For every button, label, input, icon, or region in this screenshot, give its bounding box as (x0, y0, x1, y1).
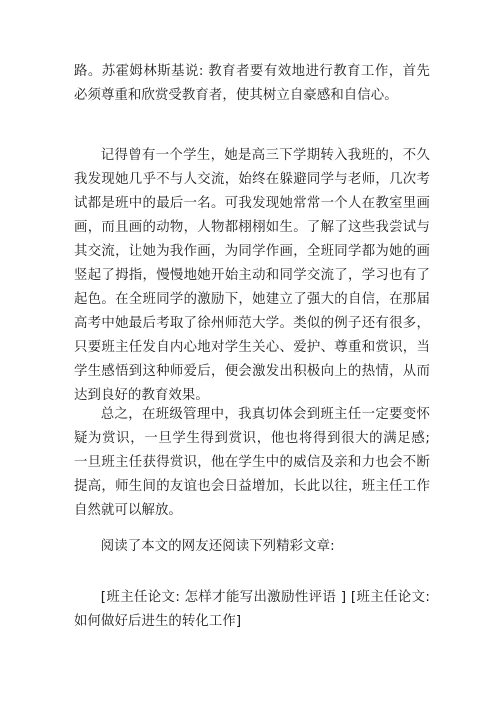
related-article-links[interactable]: [班主任论文: 怎样才能写出激励性评语 ] [班主任论文: 如何做好后进生的转化工作] (74, 590, 430, 629)
paragraph-summary: 总之，在班级管理中，我真切体会到班主任一定要变怀疑为赏识，一旦学生得到赏识，他也将得到很大的满足感; 一旦班主任获得赏识，他在学生中的威信及亲和力也会不断提高，师生间的友谊也会日益增加，长此以往，班主任工作自然就可以解放。 (74, 407, 430, 518)
paragraph-student-example: 记得曾有一个学生，她是高三下学期转入我班的，不久我发现她几乎不与人交流，始终在躲避同学与老师，几次考试都是班中的最后一名。可我发现她常常一个人在教室里画画，而且画的动物，人物都栩栩如生。了解了这些我尝试与其交流，让她为我作画，为同学作画，全班同学都为她的画竖起了拇指，慢慢地她开始主动和同学交流了，学习也有了起色。在全班同学的激励下，她建立了强大的自信，在那届高考中她最后考取了徐州师范大学。类似的例子还有很多，只要班主任发自内心地对学生关心、爱护、尊重和赏识，当学生感悟到这种师爱后，便会激发出积极向上的热情，从而达到良好的教育效果。 (74, 148, 430, 403)
related-articles-heading: 阅读了本文的网友还阅读下列精彩文章: (100, 539, 335, 554)
paragraph-conclusion-fragment: 路。苏霍姆林斯基说: 教育者要有效地进行教育工作，首先必须尊重和欣赏受教育者，使其树立自豪感和自信心。 (74, 64, 430, 103)
